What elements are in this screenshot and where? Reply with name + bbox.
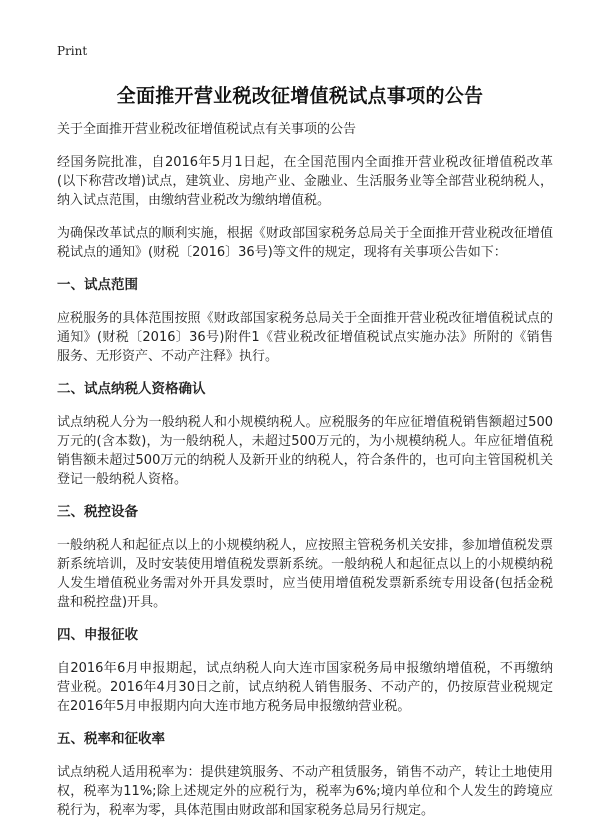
section-body-tax-rates: 试点纳税人适用税率为：提供建筑服务、不动产租赁服务，销售不动产，转让土地使用权，税率为11%;除上述规定外的应税行为，税率为6%;境内单位和个人发生的跨境应税行为，税率为零，具体范围由财政部和国家税务总局另行规定。: [57, 765, 553, 818]
section-heading-scope: 一、试点范围: [57, 277, 138, 293]
print-label: Print: [57, 44, 88, 58]
document-title: 全面推开营业税改征增值税试点事项的公告: [116, 85, 484, 107]
section-body-qualification: 试点纳税人分为一般纳税人和小规模纳税人。应税服务的年应征增值税销售额超过500万元的(含本数)，为一般纳税人，未超过500万元的，为小规模纳税人。年应征增值税销售额未超过500万元的纳税人及新开业的纳税人，符合条件的，也可向主管国税机关登记一般纳税人资格。: [57, 415, 553, 487]
intro-paragraph-1: 经国务院批准，自2016年5月1日起，在全国范围内全面推开营业税改征增值税改革(以下称营改增)试点，建筑业、房地产业、金融业、生活服务业等全部营业税纳税人，纳入试点范围，由缴纳营业税改为缴纳增值税。: [57, 155, 553, 208]
section-heading-tax-rates: 五、税率和征收率: [57, 731, 165, 747]
section-heading-tax-control-equipment: 三、税控设备: [57, 504, 138, 520]
section-heading-filing-collection: 四、申报征收: [57, 627, 138, 643]
section-body-tax-control-equipment: 一般纳税人和起征点以上的小规模纳税人，应按照主管税务机关安排，参加增值税发票新系统培训，及时安装使用增值税发票新系统。一般纳税人和起征点以上的小规模纳税人发生增值税业务需对外开具发票时，应当使用增值税发票新系统专用设备(包括金税盘和税控盘)开具。: [57, 538, 553, 610]
intro-paragraph-2: 为确保改革试点的顺利实施，根据《财政部国家税务总局关于全面推开营业税改征增值税试点的通知》(财税〔2016〕36号)等文件的规定，现将有关事项公告如下：: [57, 226, 553, 260]
document-subtitle: 关于全面推开营业税改征增值税试点有关事项的公告: [57, 122, 357, 137]
section-body-filing-collection: 自2016年6月申报期起，试点纳税人向大连市国家税务局申报缴纳增值税，不再缴纳营业税。2016年4月30日之前，试点纳税人销售服务、不动产的，仍按原营业税规定在2016年5月申报期内向大连市地方税务局申报缴纳营业税。: [57, 661, 553, 714]
document-body: [57, 120, 553, 834]
section-heading-qualification: 二、试点纳税人资格确认: [57, 381, 206, 397]
section-body-scope: 应税服务的具体范围按照《财政部国家税务总局关于全面推开营业税改征增值税试点的通知》(财税〔2016〕36号)附件1《营业税改征增值税试点实施办法》所附的《销售服务、无形资产、不动产注释》执行。: [57, 311, 553, 364]
